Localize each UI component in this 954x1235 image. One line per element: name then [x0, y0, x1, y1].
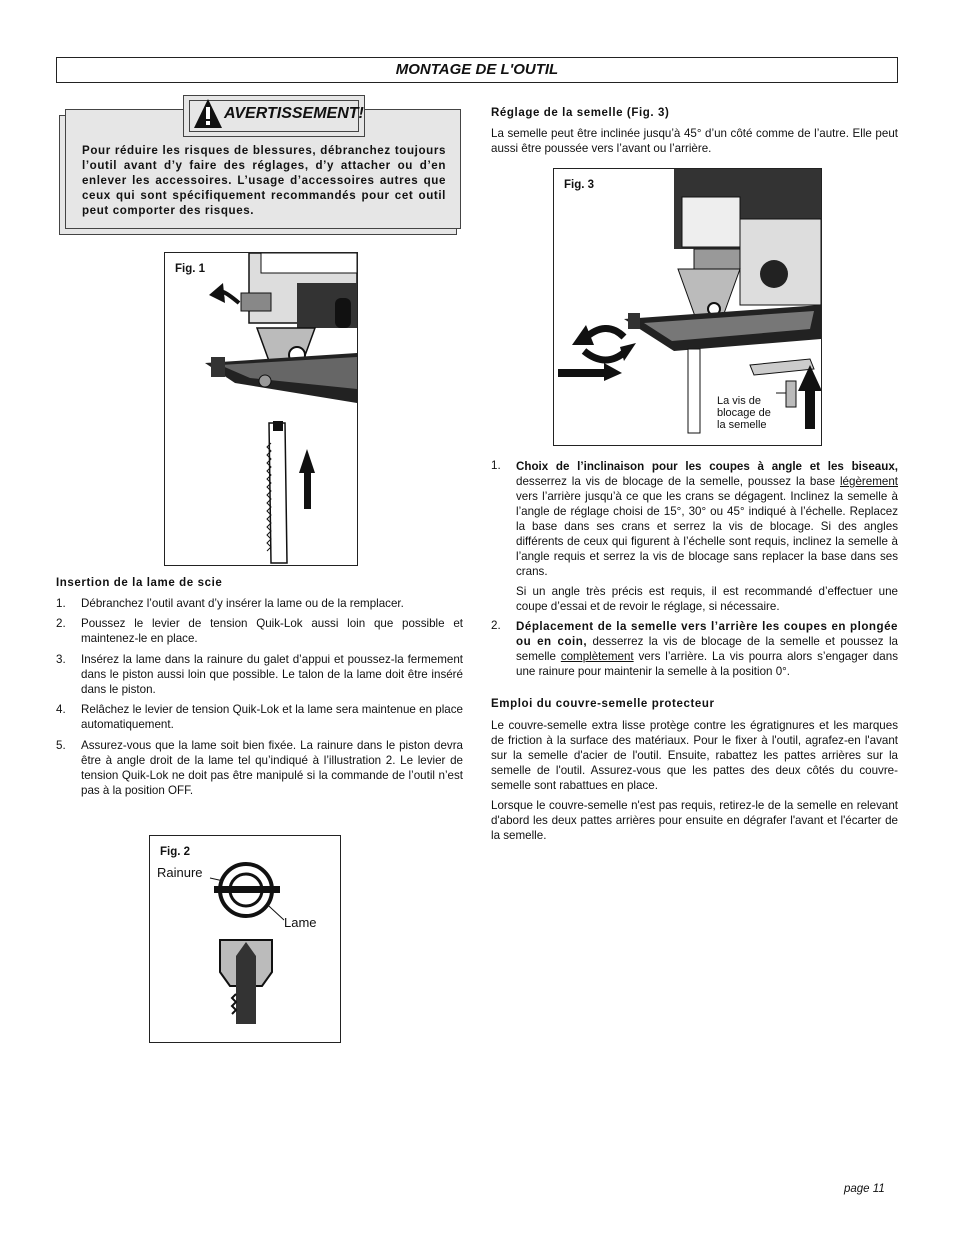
reglage-item-1 [516, 459, 898, 579]
list-item [56, 596, 463, 611]
figure-1-label: Fig. 1 [175, 263, 206, 275]
list-number: 5. [56, 739, 66, 752]
reglage-item-2-bold: Déplacement de la semelle vers l’arrière les coupes en plongée ou en coin, [516, 620, 898, 648]
list-number: 2. [56, 617, 66, 630]
list-text: Insérez la lame dans la rainure du galet d’appui et poussez-la fermement dans le piston aussi loin que possible. Le talon de la lame doit être inséré dans le piston. [81, 653, 463, 696]
screw-callout-line-3: la semelle [717, 419, 767, 431]
couvre-paragraph-2: Lorsque le couvre-semelle n'est pas requis, retirez-le de la semelle en relevant d'abord les deux pattes arrières pour ensuite en dégrafer l'avant et l'écarter de la semelle. [491, 799, 898, 842]
reglage-heading: Réglage de la semelle (Fig. 3) [491, 107, 670, 119]
list-number: 4. [56, 703, 66, 716]
figure-3-label: Fig. 3 [564, 179, 595, 191]
warning-text: Pour réduire les risques de blessures, débranchez toujours l’outil avant d’y faire des réglages, d’y attacher ou d’en enlever les accessoires. L’usage d’accessoires autres que ceux qui sont spécifiquement recommandés pour cet outil peut comporter des risques. [82, 144, 446, 217]
lame-label: Lame [284, 915, 317, 930]
list-text: Relâchez le levier de tension Quik-Lok et la lame sera maintenue en place automatiquement. [81, 703, 463, 731]
list-item [56, 616, 463, 646]
rainure-label: Rainure [157, 865, 203, 880]
base-adjustment-illustration [554, 169, 821, 445]
warning-triangle-icon [192, 97, 224, 131]
figure-1 [164, 252, 358, 566]
page-number: page 11 [844, 1183, 885, 1195]
figure-3 [553, 168, 822, 446]
list-number: 2. [491, 619, 501, 632]
list-item [56, 702, 463, 732]
screw-callout-label [717, 395, 771, 431]
reglage-item-1-extra: Si un angle très précis est requis, il est recommandé d’effectuer une coupe d’essai et de revoir le réglage, si nécessaire. [516, 585, 898, 613]
couvre-heading: Emploi du couvre-semelle protecteur [491, 698, 715, 710]
plunger-groove-illustration [150, 836, 340, 1042]
screw-callout-line-2: blocage de [717, 407, 771, 419]
screw-callout-line-1: La vis de [717, 395, 762, 407]
list-item [56, 738, 463, 798]
reglage-item-1-text-a: desserrez la vis de blocage de la semelle, poussez la base [516, 475, 840, 488]
list-number: 1. [56, 597, 66, 610]
figure-2 [149, 835, 341, 1043]
insertion-heading: Insertion de la lame de scie [56, 577, 223, 589]
couvre-paragraph-1: Le couvre-semelle extra lisse protège contre les égratignures et les marques de friction à la surface des matériaux. Pour le fixer à l'outil, agrafez-en l'avant sur la semelle d'acier de l'outil. Ensuite, rabattez les pattes arrières sur la semelle de l'outil. Assurez-vous que les pattes des deux côtés du couvre-semelle sont rabattues en place. [491, 719, 898, 792]
reglage-item-2-underline: complètement [560, 650, 634, 663]
list-number: 1. [491, 459, 501, 472]
section-title: MONTAGE DE L'OUTIL [56, 57, 898, 83]
reglage-item-1-text-b: vers l’arrière jusqu’à ce que les crans se dégagent. Inclinez la semelle à l’angle de réglage choisi de 15°, 30° ou 45° indiqué à l’échelle. Replacez la base dans ses crans et serrez la vis de blocage. Si des angles différents de ceux qui figurent à l’échelle sont requis, inclinez la semelle à l’angle requis et serrez la vis de blocage sans replacer la base dans ses crans. [516, 490, 898, 578]
list-text: Débranchez l’outil avant d’y insérer la lame ou de la remplacer. [81, 597, 404, 610]
warning-title: AVERTISSEMENT! [224, 105, 364, 122]
reglage-item-1-bold: Choix de l’inclinaison pour les coupes à angle et les biseaux, [516, 460, 898, 473]
list-item [56, 652, 463, 697]
reglage-item-1-underline: légèrement [839, 475, 898, 488]
jigsaw-blade-insertion-illustration [165, 253, 357, 565]
list-text: Assurez-vous que la lame soit bien fixée. La rainure dans le piston devra être à angle droit de la lame tel qu’indiqué à l’illustration 2. Le levier de tension Quik-Lok ne doit pas être manipulé si la commande de l’outil n’est pas à la position OFF. [81, 739, 463, 797]
reglage-item-2-text-b: vers l’arrière. La vis pourra alors s’engager dans une rainure pour maintenir la semelle à la position 0°. [516, 650, 898, 678]
list-number: 3. [56, 653, 66, 666]
reglage-item-2-text-a: desserrez la vis de blocage de la semelle et poussez la semelle [516, 635, 898, 663]
reglage-intro: La semelle peut être inclinée jusqu’à 45° d’un côté comme de l’autre. Elle peut aussi être poussée vers l’avant ou l’arrière. [491, 127, 898, 155]
figure-2-label: Fig. 2 [160, 846, 191, 858]
reglage-item-2 [516, 619, 898, 679]
list-text: Poussez le levier de tension Quik-Lok aussi loin que possible et maintenez-le en place. [81, 617, 463, 645]
